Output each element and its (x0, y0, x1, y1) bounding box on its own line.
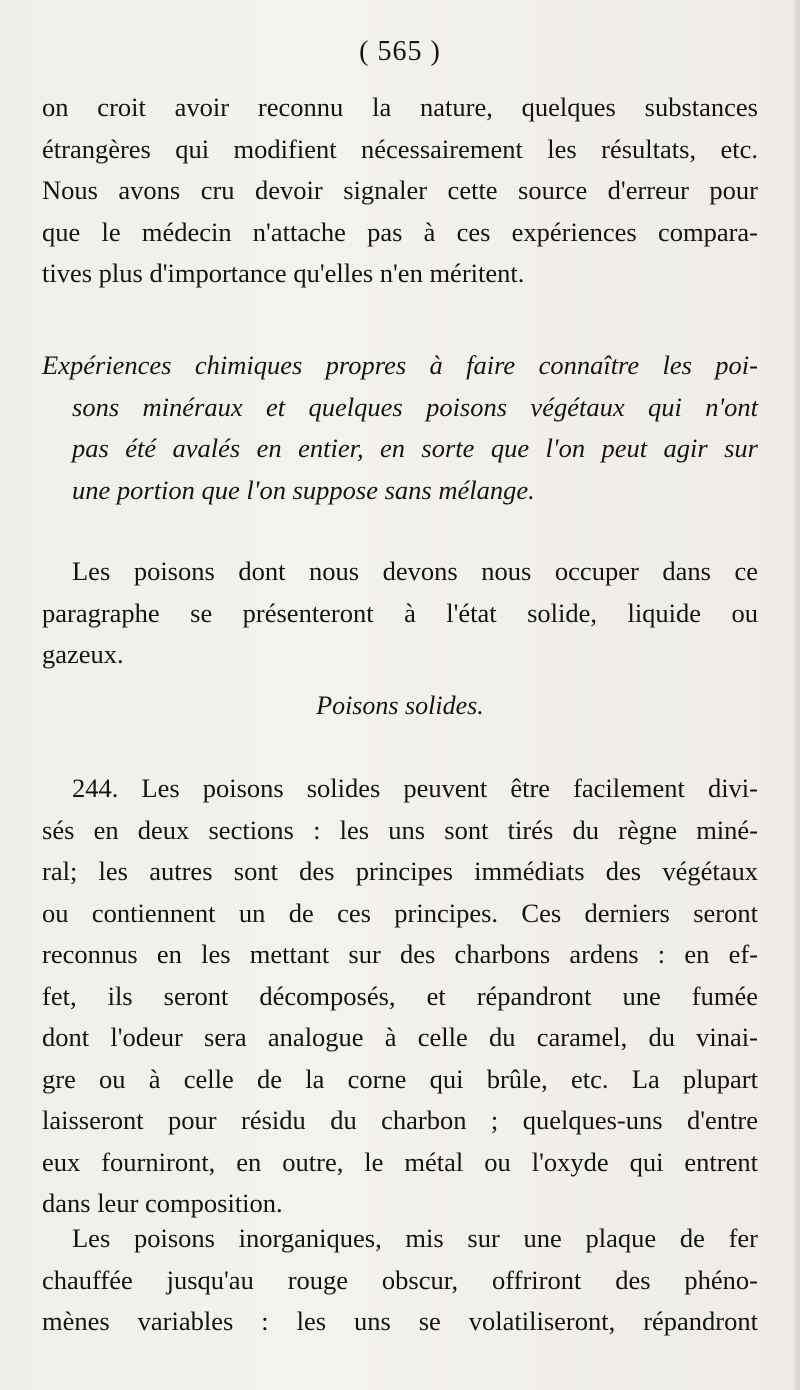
subsection-title: Poisons solides. (316, 691, 484, 720)
text-line: eux fourniront, en outre, le métal ou l'oxyde qui entrent (42, 1146, 758, 1177)
heading-line: Expériences chimiques propres à faire connaître les poi- (42, 350, 758, 380)
text-line: Nous avons cru devoir signaler cette source d'erreur pour (42, 175, 758, 205)
paragraph-intro (42, 551, 758, 676)
text-line: étrangères qui modifient nécessairement les résultats, etc. (42, 133, 758, 164)
text-line: dont l'odeur sera analogue à celle du caramel, du vinai- (42, 1022, 758, 1052)
section-heading (42, 345, 758, 511)
text-line: ral; les autres sont des principes immédiats des végétaux (42, 856, 758, 886)
heading-line: pas été avalés en entier, en sorte que l'on peut agir sur (72, 433, 758, 463)
text-line: mènes variables : les uns se volatiliseront, répandront (42, 1306, 758, 1336)
page-number: ( 565 ) (359, 36, 441, 67)
text-line: Les poisons inorganiques, mis sur une plaque de fer (72, 1223, 758, 1253)
heading-line: sons minéraux et quelques poisons végétaux qui n'ont (72, 391, 758, 422)
text-line: reconnus en les mettant sur des charbons ardens : en ef- (42, 939, 758, 969)
text-line: paragraphe se présenteront à l'état solide, liquide ou (42, 597, 758, 628)
paragraph-continuation (42, 87, 758, 295)
text-line: chauffée jusqu'au rouge obscur, offriront des phéno- (42, 1264, 758, 1295)
text-line: laisseront pour résidu du charbon ; quelques-uns d'entre (42, 1105, 758, 1135)
text-line: gre ou à celle de la corne qui brûle, etc. La plupart (42, 1063, 758, 1094)
text-line: ou contiennent un de ces principes. Ces derniers seront (42, 897, 758, 928)
heading-line: une portion que l'on suppose sans mélange. (72, 474, 535, 505)
text-line: que le médecin n'attache pas à ces expériences compara- (42, 216, 758, 247)
text-line: Les poisons dont nous devons nous occuper dans ce (72, 556, 758, 586)
text-line: fet, ils seront décomposés, et répandront une fumée (42, 980, 758, 1011)
paragraph-244 (42, 768, 758, 1225)
text-line: on croit avoir reconnu la nature, quelques substances (42, 92, 758, 122)
text-line: gazeux. (42, 639, 124, 669)
text-line: tives plus d'importance qu'elles n'en méritent. (42, 258, 525, 288)
text-line: 244. Les poisons solides peuvent être facilement divi- (72, 773, 758, 803)
text-line: dans leur composition. (42, 1188, 283, 1218)
paragraph-inorganic (42, 1218, 758, 1343)
text-line: sés en deux sections : les uns sont tirés du règne miné- (42, 814, 758, 845)
